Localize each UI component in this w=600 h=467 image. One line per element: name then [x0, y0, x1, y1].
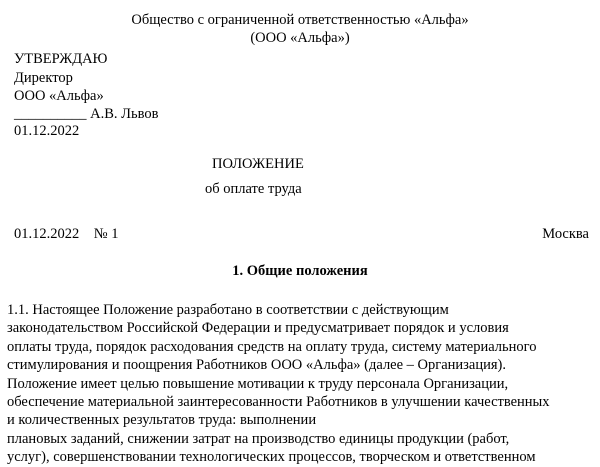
document-date-number: 01.12.2022 № 1 — [14, 226, 119, 242]
paragraph-line: оплаты труда, порядок расходования средств на оплату труда, систему материального — [7, 338, 537, 355]
paragraph-line: Положение имеет целью повышение мотивации к труду персонала Организации, — [7, 375, 509, 392]
approver-signature: __________ А.В. Львов — [14, 106, 159, 122]
organization-short-name: (ООО «Альфа») — [250, 30, 350, 46]
paragraph-line: обеспечение материальной заинтересованности Работников в улучшении качественных — [7, 393, 550, 410]
section-paragraph — [7, 301, 597, 467]
document-city: Москва — [542, 226, 589, 242]
approval-date: 01.12.2022 — [14, 123, 80, 139]
approver-organization: ООО «Альфа» — [14, 88, 104, 104]
organization-full-name: Общество с ограниченной ответственностью «Альфа» — [131, 12, 469, 28]
paragraph-line: законодательством Российской Федерации и предусматривает порядок и условия — [7, 320, 509, 337]
approver-position: Директор — [14, 70, 73, 86]
approval-title: УТВЕРЖДАЮ — [14, 51, 108, 67]
paragraph-line: стимулирования и поощрения Работников ООО «Альфа» (далее – Организация). — [7, 357, 506, 374]
paragraph-line: и количественных результатов труда: выполнении — [7, 412, 317, 429]
document-subtitle: об оплате труда — [205, 181, 302, 197]
section-heading: 1. Общие положения — [232, 263, 368, 279]
document-title: ПОЛОЖЕНИЕ — [212, 156, 304, 172]
paragraph-line: услуг), совершенствовании технологических процессов, творческом и ответственном — [7, 449, 536, 466]
paragraph-line: 1.1. Настоящее Положение разработано в соответствии с действующим — [7, 302, 449, 318]
paragraph-line: плановых заданий, снижении затрат на производство единицы продукции (работ, — [7, 430, 510, 447]
